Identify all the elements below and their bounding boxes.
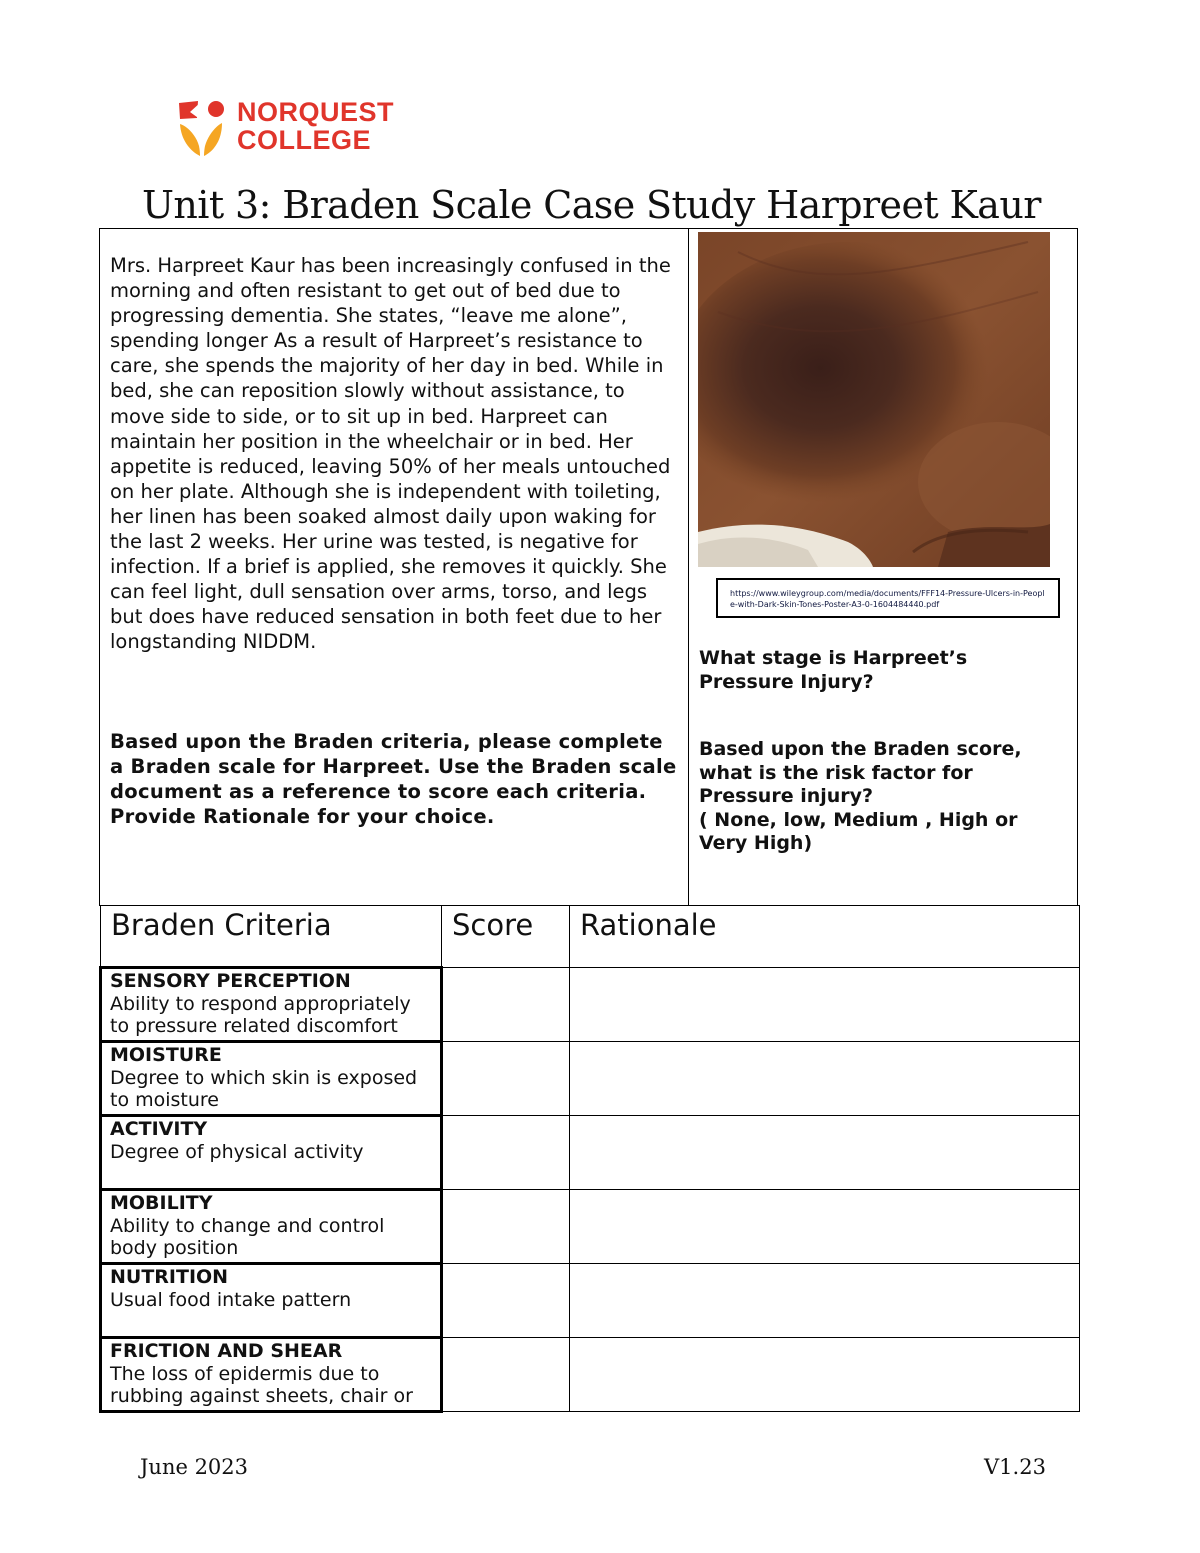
score-cell[interactable] [442, 1042, 570, 1116]
criteria-name: FRICTION AND SHEAR [110, 1340, 343, 1362]
criteria-cell [101, 1264, 442, 1338]
criteria-description: Ability to respond appropriately to pressure related discomfort [110, 992, 411, 1037]
case-description: Mrs. Harpreet Kaur has been increasingly confused in the morning and often resistant to get out of bed due to progressing dementia. She states, “leave me alone”, spending longer As a result of Harpreet’s resistance to care, she spends the majority of her day in bed. While in bed, she can reposition slowly without assistance, to move side to side, or to sit up in bed. Harpreet can maintain her position in the wheelchair or in bed. Her appetite is reduced, leaving 50% of her meals untouched on her plate. Although she is independent with toileting, her linen has been soaked almost daily upon waking for the last 2 weeks. Her urine was tested, is negative for infection. If a brief is applied, she removes it quickly. She can feel light, dull sensation over arms, torso, and legs but does have reduced sensation in both feet due to her longstanding NIDDM. [110, 254, 671, 654]
question-risk-text: Based upon the Braden score, what is the risk factor for Pressure injury? ( None, low, Medium , High or Very High) [699, 738, 1022, 854]
question-risk [699, 738, 1049, 856]
logo-word-norquest: NORQUEST [237, 97, 395, 127]
case-study-divider [688, 228, 689, 906]
criteria-cell [101, 968, 442, 1042]
criteria-description: Degree of physical activity [110, 1140, 364, 1163]
rationale-cell[interactable] [570, 1042, 1080, 1116]
rationale-cell[interactable] [570, 1116, 1080, 1190]
score-cell[interactable] [442, 968, 570, 1042]
rationale-cell[interactable] [570, 1338, 1080, 1412]
table-row-nutrition [101, 1264, 1080, 1338]
criteria-description: The loss of epidermis due to rubbing against sheets, chair or [110, 1362, 413, 1407]
pressure-injury-photo [698, 232, 1050, 567]
criteria-cell [101, 1116, 442, 1190]
header-braden-criteria: Braden Criteria [101, 906, 442, 968]
footer-version: V1.23 [984, 1455, 1046, 1479]
instruction-text: Based upon the Braden criteria, please complete a Braden scale for Harpreet. Use the Braden scale document as a reference to score each criteria. Provide Rationale for your choice. [110, 730, 677, 828]
norquest-logo-mark [178, 98, 230, 158]
criteria-name: MOISTURE [110, 1044, 222, 1066]
footer-date: June 2023 [140, 1455, 249, 1479]
criteria-description: Usual food intake pattern [110, 1288, 352, 1311]
criteria-name: ACTIVITY [110, 1118, 208, 1140]
criteria-name: MOBILITY [110, 1192, 213, 1214]
table-header-row [101, 906, 1080, 968]
score-cell[interactable] [442, 1190, 570, 1264]
table-row-mobility [101, 1190, 1080, 1264]
table-row-moisture [101, 1042, 1080, 1116]
question-stage: What stage is Harpreet’s Pressure Injury? [699, 647, 968, 693]
table-row-friction-and-shear [101, 1338, 1080, 1412]
norquest-logo [178, 98, 408, 158]
table-row-sensory-perception [101, 968, 1080, 1042]
criteria-cell [101, 1042, 442, 1116]
score-cell[interactable] [442, 1338, 570, 1412]
rationale-cell[interactable] [570, 968, 1080, 1042]
criteria-description: Ability to change and control body position [110, 1214, 385, 1259]
criteria-name: NUTRITION [110, 1266, 229, 1288]
braden-table [99, 905, 1080, 1413]
criteria-name: SENSORY PERCEPTION [110, 970, 351, 992]
score-cell[interactable] [442, 1264, 570, 1338]
criteria-description: Degree to which skin is exposed to moisture [110, 1066, 418, 1111]
criteria-cell [101, 1338, 442, 1412]
rationale-cell[interactable] [570, 1190, 1080, 1264]
criteria-cell [101, 1190, 442, 1264]
table-row-activity [101, 1116, 1080, 1190]
image-source-link[interactable]: https://www.wileygroup.com/media/documents/FFF14-Pressure-Ulcers-in-People-with-Dark-Skin-Tones-Poster-A3-0-1604484440.pdf [716, 578, 1060, 618]
rationale-cell[interactable] [570, 1264, 1080, 1338]
score-cell[interactable] [442, 1116, 570, 1190]
header-rationale: Rationale [570, 906, 1080, 968]
logo-word-college: COLLEGE [237, 125, 372, 155]
header-score: Score [442, 906, 570, 968]
page-title: Unit 3: Braden Scale Case Study Harpreet Kaur [142, 183, 1041, 227]
